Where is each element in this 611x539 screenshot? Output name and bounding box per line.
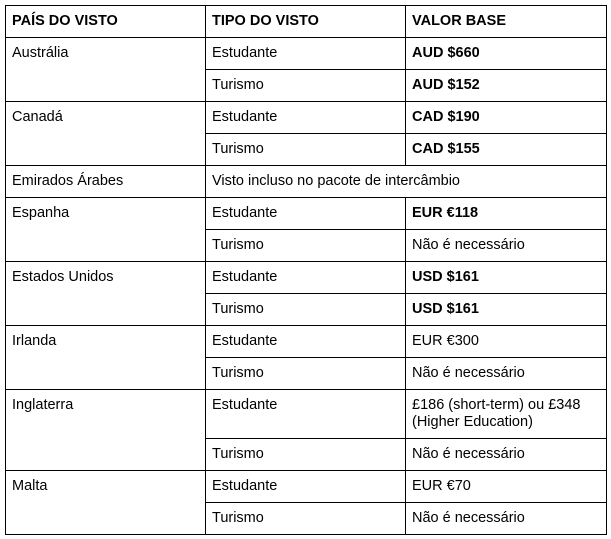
visa-type-cell: Estudante [206,262,406,294]
visa-type-cell: Estudante [206,38,406,70]
table-row [6,166,607,198]
visa-type-cell: Estudante [206,390,406,439]
base-value-cell: EUR €118 [406,198,607,230]
table-row [6,471,607,503]
visa-type-cell: Turismo [206,294,406,326]
base-value-cell: CAD $190 [406,102,607,134]
base-value-cell: AUD $152 [406,70,607,102]
base-value-cell: USD $161 [406,294,607,326]
base-value-cell: Não é necessário [406,439,607,471]
header-country: PAÍS DO VISTO [6,6,206,38]
table-row [6,38,607,70]
table-row [6,198,607,230]
base-value-cell: £186 (short-term) ou £348 (Higher Education) [406,390,607,439]
visa-type-cell: Turismo [206,230,406,262]
country-cell: Emirados Árabes [6,166,206,198]
table-row [6,102,607,134]
table-row [6,262,607,294]
visa-type-cell: Turismo [206,134,406,166]
country-cell: Malta [6,471,206,535]
table-row [6,326,607,358]
country-cell: Canadá [6,102,206,166]
visa-type-cell: Turismo [206,503,406,535]
base-value-cell: AUD $660 [406,38,607,70]
base-value-cell: EUR €300 [406,326,607,358]
header-base-value: VALOR BASE [406,6,607,38]
visa-type-cell: Turismo [206,439,406,471]
visa-type-cell: Turismo [206,70,406,102]
table-row [6,390,607,439]
country-cell: Estados Unidos [6,262,206,326]
base-value-cell: Não é necessário [406,503,607,535]
country-cell: Austrália [6,38,206,102]
base-value-cell: USD $161 [406,262,607,294]
visa-type-cell: Estudante [206,326,406,358]
visa-table [5,5,607,535]
visa-type-cell: Turismo [206,358,406,390]
base-value-cell: CAD $155 [406,134,607,166]
base-value-cell: EUR €70 [406,471,607,503]
visa-type-cell: Estudante [206,102,406,134]
table-header-row [6,6,607,38]
base-value-cell: Não é necessário [406,230,607,262]
country-cell: Irlanda [6,326,206,390]
merged-note-cell: Visto incluso no pacote de intercâmbio [206,166,607,198]
visa-type-cell: Estudante [206,471,406,503]
header-visa-type: TIPO DO VISTO [206,6,406,38]
visa-type-cell: Estudante [206,198,406,230]
country-cell: Inglaterra [6,390,206,471]
base-value-cell: Não é necessário [406,358,607,390]
country-cell: Espanha [6,198,206,262]
